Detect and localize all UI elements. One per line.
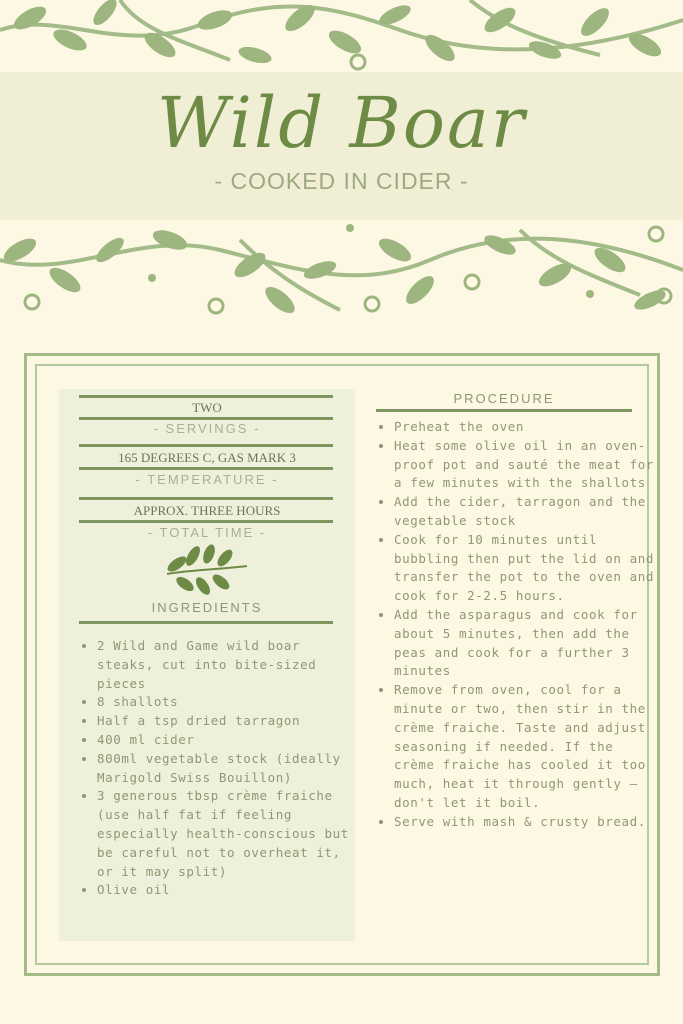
divider: [79, 520, 333, 523]
divider: [79, 621, 333, 624]
list-item: • 8 shallots: [97, 693, 353, 712]
divider: [79, 497, 333, 500]
time-label: - TOTAL TIME -: [147, 525, 267, 540]
divider: [79, 444, 333, 447]
list-item: • 800ml vegetable stock (ideally Marigold Swiss Bouillon): [97, 750, 353, 788]
list-item: • 400 ml cider: [97, 731, 353, 750]
divider: [79, 417, 333, 420]
list-item: • 3 generous tbsp crème fraiche (use half fat if feeling especially health-conscious but be careful not to overheat it, or it may split): [97, 787, 353, 881]
divider: [376, 409, 632, 412]
ingredients-list: [79, 637, 353, 900]
ingredients-heading: INGREDIENTS: [151, 600, 263, 615]
procedure-list: [376, 418, 656, 832]
list-item: • Remove from oven, cool for a minute or two, then stir in the crème fraiche. Taste and adjust seasoning if needed. If the crème fraiche has cooled it too much, heat it through gently – don't let it boil.: [394, 681, 656, 813]
list-item: • Half a tsp dried tarragon: [97, 712, 353, 731]
servings-value: TWO: [192, 400, 222, 415]
leaf-vine-border-top: [0, 0, 683, 75]
recipe-subtitle: - COOKED IN CIDER -: [214, 168, 469, 194]
list-item: • Cook for 10 minutes until bubbling then put the lid on and transfer the pot to the oven and cook for 2-2.5 hours.: [394, 531, 656, 606]
leaf-vine-border-bottom: [0, 220, 683, 360]
servings-label: - SERVINGS -: [153, 421, 261, 436]
list-item: • 2 Wild and Game wild boar steaks, cut into bite-sized pieces: [97, 637, 353, 693]
divider: [79, 395, 333, 398]
list-item: • Serve with mash & crusty bread.: [394, 813, 656, 832]
leaf-sprig-icon: [163, 540, 249, 598]
procedure-heading: PROCEDURE: [453, 391, 555, 406]
time-value: APPROX. THREE HOURS: [133, 503, 281, 518]
list-item: • Olive oil: [97, 881, 353, 900]
recipe-title: Wild Boar: [156, 82, 527, 164]
list-item: • Preheat the oven: [394, 418, 656, 437]
list-item: • Add the asparagus and cook for about 5 minutes, then add the peas and cook for a further 3 minutes: [394, 606, 656, 681]
divider: [79, 467, 333, 470]
temperature-label: - TEMPERATURE -: [135, 472, 279, 487]
list-item: • Add the cider, tarragon and the vegetable stock: [394, 493, 656, 531]
temperature-value: 165 DEGREES C, GAS MARK 3: [118, 450, 296, 465]
list-item: • Heat some olive oil in an oven-proof pot and sauté the meat for a few minutes with the shallots: [394, 437, 656, 493]
